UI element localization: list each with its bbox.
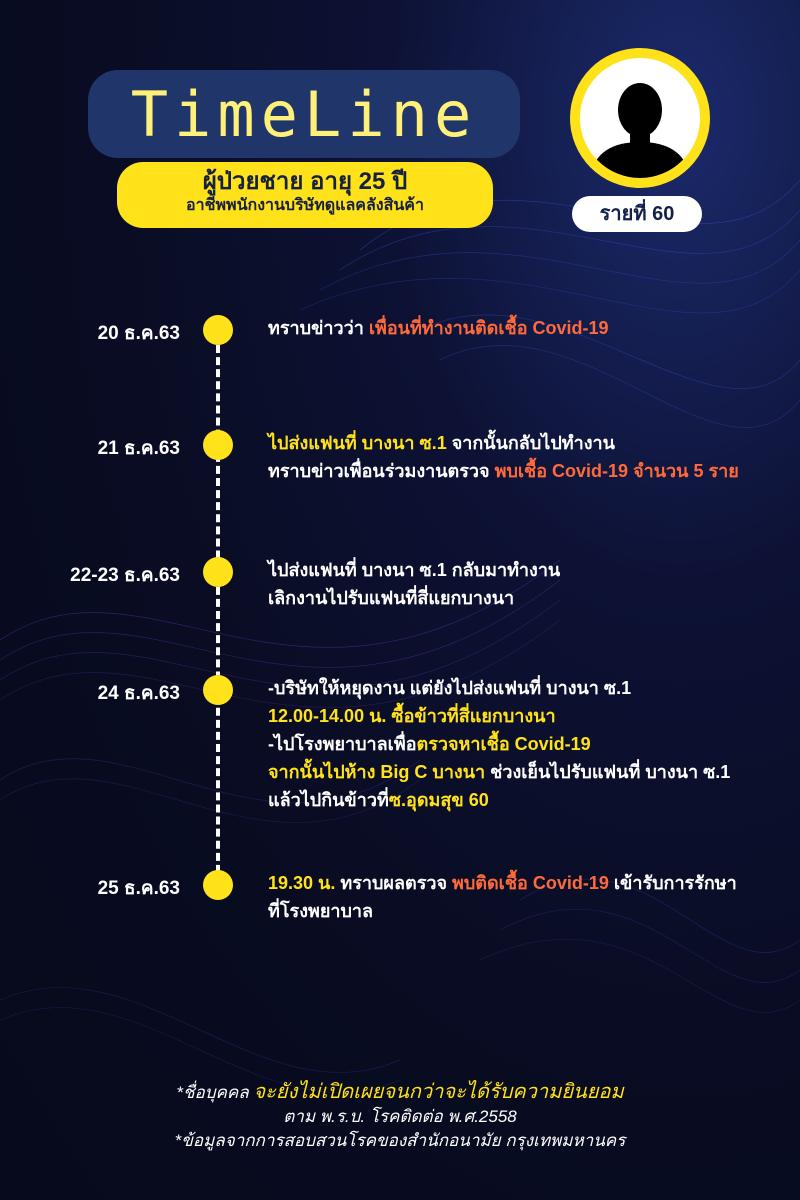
footer-note-highlight: จะยังไม่เปิดเผยจนกว่าจะได้รับความยินยอม bbox=[253, 1081, 624, 1103]
timeline-text-segment: ช่วงเย็นไปรับแฟนที่ บางนา ซ.1 bbox=[490, 762, 731, 782]
footer-notes bbox=[0, 1080, 800, 1153]
timeline-entry bbox=[268, 314, 788, 342]
timeline-text-segment: -บริษัทให้หยุดงาน แต่ยังไปส่งแฟนที่ บางนา ซ.1 bbox=[268, 678, 632, 698]
title-banner bbox=[88, 70, 520, 158]
timeline-line bbox=[216, 345, 220, 885]
timeline-dot bbox=[203, 315, 233, 345]
timeline-text-segment: -ไปโรงพยาบาลเพื่อ bbox=[268, 734, 417, 754]
timeline-date: 22-23 ธ.ค.63 bbox=[70, 565, 180, 586]
timeline-text-segment: 12.00-14.00 น. ซื้อข้าวที่สี่แยกบางนา bbox=[268, 706, 556, 726]
page-title: TimeLine bbox=[130, 77, 478, 151]
timeline-text-segment: ตรวจหาเชื้อ Covid-19 bbox=[416, 734, 591, 754]
timeline-dot bbox=[203, 557, 233, 587]
footer-line-2: ตาม พ.ร.บ. โรคติดต่อ พ.ศ.2558 bbox=[283, 1107, 517, 1126]
timeline-entry-line bbox=[268, 897, 788, 925]
timeline-entry-line bbox=[268, 702, 788, 730]
timeline-entry bbox=[268, 674, 788, 814]
timeline-text-segment: ซ.อุดมสุข 60 bbox=[388, 790, 489, 810]
timeline-date: 21 ธ.ค.63 bbox=[97, 438, 180, 459]
timeline-entry-line bbox=[268, 869, 788, 897]
timeline-text-segment: เข้ารับการรักษา bbox=[613, 873, 737, 893]
timeline-text-segment: ที่โรงพยาบาล bbox=[268, 901, 374, 921]
timeline-entry-line bbox=[268, 730, 788, 758]
timeline-entry-line bbox=[268, 758, 788, 786]
timeline-entry-line bbox=[268, 786, 788, 814]
timeline-text-segment: พบเชื้อ Covid-19 จำนวน 5 ราย bbox=[494, 461, 739, 481]
timeline-text-segment: 19.30 น. bbox=[268, 873, 341, 893]
person-silhouette-icon bbox=[580, 58, 700, 178]
timeline-text-segment: เลิกงานไปรับแฟนที่สี่แยกบางนา bbox=[268, 588, 515, 608]
timeline-entry-line bbox=[268, 429, 788, 457]
timeline-entry-line bbox=[268, 674, 788, 702]
footer-line-1 bbox=[0, 1080, 800, 1105]
timeline-text-segment: ไปส่งแฟนที่ บางนา ซ.1 กลับมาทำงาน bbox=[268, 560, 561, 580]
timeline-text-segment: จากนั้นไปห้าง Big C บางนา bbox=[268, 762, 491, 782]
timeline-entry bbox=[268, 869, 788, 925]
patient-info-banner bbox=[117, 162, 493, 228]
timeline-entry bbox=[268, 556, 788, 612]
timeline-dot bbox=[203, 430, 233, 460]
timeline-dot bbox=[203, 675, 233, 705]
timeline-text-segment: เพื่อนที่ทำงานติดเชื้อ Covid-19 bbox=[368, 318, 609, 338]
timeline-entry bbox=[268, 429, 788, 485]
timeline-entry-line bbox=[268, 584, 788, 612]
timeline-date: 25 ธ.ค.63 bbox=[97, 878, 180, 899]
timeline-entry-line bbox=[268, 457, 788, 485]
patient-occupation: อาชีพพนักงานบริษัทดูแลคลังสินค้า bbox=[186, 197, 424, 214]
timeline-dot bbox=[203, 870, 233, 900]
timeline-date: 20 ธ.ค.63 bbox=[97, 323, 180, 344]
timeline-text-segment: จากนั้นกลับไปทำงาน bbox=[451, 433, 615, 453]
timeline-text-segment: ทราบผลตรวจ bbox=[340, 873, 453, 893]
timeline-text-segment: แล้วไปกินข้าวที่ bbox=[268, 790, 389, 810]
avatar bbox=[570, 48, 710, 188]
timeline-text-segment: พบติดเชื้อ Covid-19 bbox=[452, 873, 614, 893]
timeline-date: 24 ธ.ค.63 bbox=[97, 683, 180, 704]
footer-note-prefix: *ชื่อบุคคล bbox=[176, 1083, 254, 1102]
timeline-text-segment: ไปส่งแฟนที่ บางนา ซ.1 bbox=[268, 433, 452, 453]
timeline-entry-line bbox=[268, 314, 788, 342]
footer-line-3: *ข้อมูลจากการสอบสวนโรคของสำนักอนามัย กรุงเทพมหานคร bbox=[174, 1131, 626, 1150]
patient-description: ผู้ป่วยชาย อายุ 25 ปี bbox=[202, 168, 408, 195]
timeline-entry-line bbox=[268, 556, 788, 584]
case-number-badge: รายที่ 60 bbox=[572, 196, 702, 232]
timeline-text-segment: ทราบข่าวว่า bbox=[268, 318, 369, 338]
timeline-text-segment: ทราบข่าวเพื่อนร่วมงานตรวจ bbox=[268, 461, 495, 481]
